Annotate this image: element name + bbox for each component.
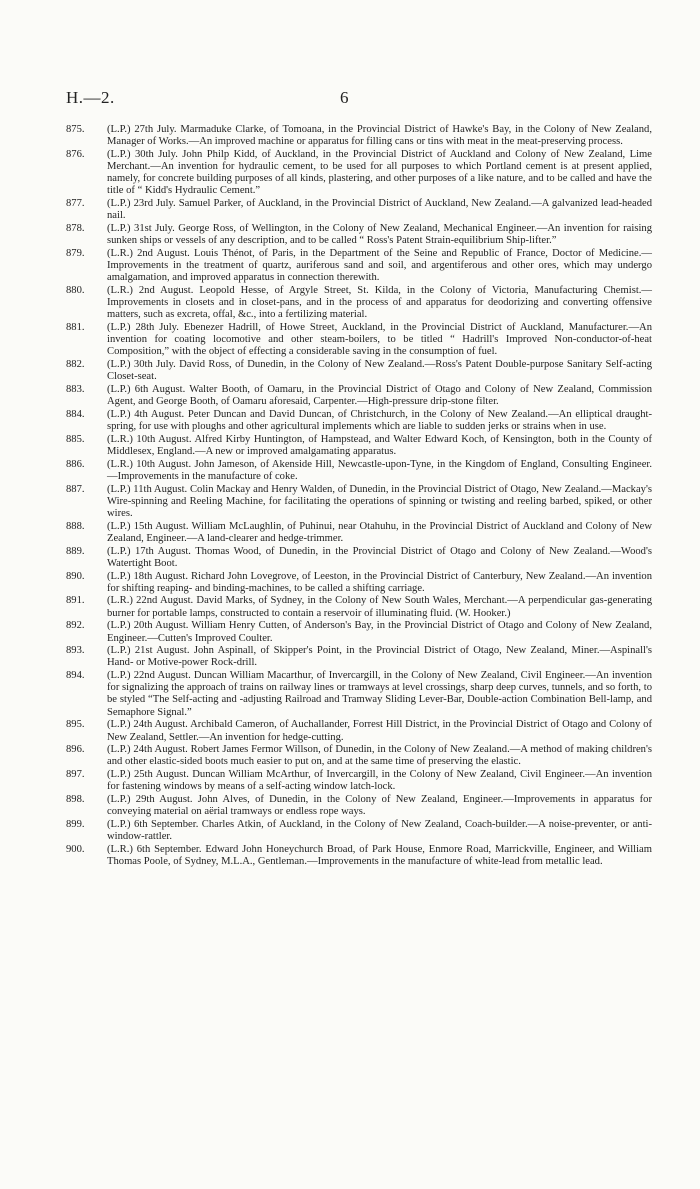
entry-number: 885. [66,433,85,445]
entry-text: (L.R.) 2nd August. Leopold Hesse, of Argyle Street, St. Kilda, in the Colony of Victoria, Manufacturing Chemist.—Improvements in closets and in closet-pans, and in the process of and apparatus for deodorizing and converting offensive matters, such as excreta, offal, &c., into a fertilizing material. [107,285,652,321]
entry-number: 878. [66,223,85,235]
entry-number: 892. [66,620,85,632]
entry-number: 900. [66,843,85,855]
entry-text: (L.P.) 22nd August. Duncan William Macarthur, of Invercargill, in the Colony of New Zealand, Civil Engineer.—An invention for signalizing the approach of trains on railway lines or tramways at level crossings, sharp deep curves, tunnels, and so forth, to be styled “The Self-acting and -adjusting Railroad and Tramway Sliding Lever-Bar, Double-action Combination Bell-lamp, and Semaphore Signal.” [107,670,652,718]
entry-text: (L.P.) 24th August. Archibald Cameron, of Auchallander, Forrest Hill District, in the Provincial District of Otago and Colony of New Zealand, Settler.—An invention for hedge-cutting. [107,719,652,743]
entry-number: 895. [66,719,85,731]
patent-entry [66,322,652,358]
entry-text: (L.P.) 28th July. Ebenezer Hadrill, of Howe Street, Auckland, in the Provincial District of Auckland, Manufacturer.—An invention for coating locomotive and other steam-boilers, to be titled “ Hadrill's Improved Non-conductor-of-heat Composition,” with the object of effecting a considerable saving in the consumption of fuel. [107,322,652,358]
entry-number: 888. [66,520,85,532]
entry-text: (L.P.) 15th August. William McLaughlin, of Puhinui, near Otahuhu, in the Provincial District of Auckland and Colony of New Zealand, Engineer.—A land-clearer and hedge-trimmer. [107,520,652,544]
patent-entry [66,459,652,483]
entry-number: 886. [66,458,85,470]
patent-entry [66,595,652,619]
entry-text: (L.P.) 18th August. Richard John Lovegrove, of Leeston, in the Provincial District of Canterbury, New Zealand.—An invention for shifting reaping- and binding-machines, to be called a shifting carriage. [107,570,652,594]
entry-text: (L.P.) 27th July. Marmaduke Clarke, of Tomoana, in the Provincial District of Hawke's Bay, in the Colony of New Zealand, Manager of Works.—An improved machine or apparatus for filling cans or tins with meat in the meat-preserving process. [107,124,652,148]
patent-entry [66,546,652,570]
entry-text: (L.R.) 2nd August. Louis Thénot, of Paris, in the Department of the Seine and Republic of France, Doctor of Medicine.—Improvements in the treatment of quartz, auriferous sand and soil, and argentiferous and other ores, which may undergo amalgamation, and improved apparatus in connection therewith. [107,247,652,284]
entry-text: (L.P.) 6th August. Walter Booth, of Oamaru, in the Provincial District of Otago and Colony of New Zealand, Commission Agent, and George Booth, of Oamaru aforesaid, Carpenter.—High-pressure drip-stone filter. [107,384,652,408]
entry-number: 880. [66,285,85,296]
patent-entry [66,149,652,198]
patent-entry [66,645,652,669]
patent-entry [66,285,652,321]
entry-text: (L.R.) 10th August. Alfred Kirby Huntington, of Hampstead, and Walter Edward Koch, of Kensington, both in the County of Middlesex, England.—A new or improved amalgamating apparatus. [107,433,652,457]
entry-text: (L.P.) 11th August. Colin Mackay and Henry Walden, of Dunedin, in the Provincial District of Otago, New Zealand.—Mackay's Wire-spinning and Reeling Machine, for facilitating the operations of spinning or twisting and reeling barbed, spiked, or other wires. [107,483,652,519]
page-header [66,88,646,110]
entry-text: (L.P.) 25th August. Duncan William McArthur, of Invercargill, in the Colony of New Zealand, Civil Engineer.—An invention for fastening windows by means of a self-acting window latch-lock. [107,769,652,793]
patent-entry [66,434,652,458]
entry-number: 891. [66,595,85,607]
patent-entry [66,571,652,595]
entry-number: 875. [66,124,85,135]
patent-entry [66,819,652,843]
patent-entry [66,769,652,793]
entry-text: (L.R.) 22nd August. David Marks, of Sydney, in the Colony of New South Wales, Merchant.—A perpendicular gas-generating burner for portable lamps, constructed to contain a reservoir of illuminating fluid. (W. Hooker.) [107,595,652,619]
entry-number: 893. [66,645,85,657]
entry-text: (L.R.) 10th August. John Jameson, of Akenside Hill, Newcastle-upon-Tyne, in the Kingdom of England, Consulting Engineer.—Improvements in the manufacture of coke. [107,458,652,482]
patent-entries-list [66,124,652,869]
patent-entry [66,124,652,148]
patent-entry [66,223,652,247]
page-number: 6 [340,88,349,107]
entry-number: 887. [66,483,85,495]
entry-text: (L.P.) 6th September. Charles Atkin, of Auckland, in the Colony of New Zealand, Coach-builder.—A noise-preventer, or anti-window-rattler. [107,819,652,843]
entry-number: 890. [66,570,85,582]
entry-text: (L.P.) 31st July. George Ross, of Wellington, in the Colony of New Zealand, Mechanical Engineer.—An invention for raising sunken ships or vessels of any description, and to be called “ Ross's Patent Strain-equilibrium Ship-lifter.” [107,223,652,247]
entry-text: (L.P.) 17th August. Thomas Wood, of Dunedin, in the Provincial District of Otago and Colony of New Zealand.—Wood's Watertight Boot. [107,545,652,569]
entry-number: 882. [66,359,85,371]
entry-number: 883. [66,384,85,396]
entry-number: 894. [66,670,85,682]
patent-entry [66,384,652,408]
patent-entry [66,844,652,868]
entry-text: (L.P.) 30th July. John Philp Kidd, of Auckland, in the Provincial District of Auckland and Colony of New Zealand, Lime Merchant.—An invention for hydraulic cement, to be used for all purposes to which Portland cement is at present applied, namely, for concrete building purposes of all kinds, plastering, and other purposes of a like nature, and to be called and have the title of “ Kidd's Hydraulic Cement.” [107,148,652,197]
patent-entry [66,248,652,284]
patent-entry [66,794,652,818]
patent-entry [66,670,652,719]
entry-text: (L.P.) 24th August. Robert James Fermor Willson, of Dunedin, in the Colony of New Zealand.—A method of making children's and other elastic-sided boots much easier to put on, and at the same time of preserving the elastic. [107,744,652,768]
entry-number: 889. [66,545,85,557]
entry-text: (L.P.) 29th August. John Alves, of Dunedin, in the Colony of New Zealand, Engineer.—Improvements in apparatus for conveying material on aërial tramways or endless rope ways. [107,794,652,818]
patent-entry [66,620,652,644]
entry-text: (L.P.) 20th August. William Henry Cutten, of Anderson's Bay, in the Provincial District of Otago and Colony of New Zealand, Engineer.—Cutten's Improved Coulter. [107,620,652,644]
entry-number: 884. [66,408,85,420]
patent-entry [66,521,652,545]
entry-number: 881. [66,322,85,334]
entry-number: 877. [66,198,85,210]
entry-number: 899. [66,819,85,830]
entry-text: (L.R.) 6th September. Edward John Honeychurch Broad, of Park House, Enmore Road, Marrickville, Engineer, and William Thomas Poole, of Sydney, M.L.A., Gentleman.—Improvements in the manufacture of white-lead from metallic lead. [107,843,652,868]
entry-number: 876. [66,148,85,160]
entry-text: (L.P.) 4th August. Peter Duncan and David Duncan, of Christchurch, in the Colony of New Zealand.—An elliptical draught-spring, for use with ploughs and other agricultural implements which are liable to sudden jerks or strains when in use. [107,408,652,433]
entry-text: (L.P.) 30th July. David Ross, of Dunedin, in the Colony of New Zealand.—Ross's Patent Double-purpose Sanitary Self-acting Closet-seat. [107,359,652,383]
entry-text: (L.P.) 23rd July. Samuel Parker, of Auckland, in the Provincial District of Auckland, New Zealand.—A galvanized lead-headed nail. [107,198,652,222]
entry-text: (L.P.) 21st August. John Aspinall, of Skipper's Point, in the Provincial District of Otago, New Zealand, Miner.—Aspinall's Hand- or Motive-power Rock-drill. [107,645,652,669]
patent-entry [66,484,652,520]
entry-number: 898. [66,794,85,806]
entry-number: 897. [66,769,85,781]
patent-entry [66,198,652,222]
patent-entry [66,359,652,383]
patent-entry [66,744,652,768]
document-reference: H.—2. [66,88,115,107]
patent-entry [66,719,652,743]
entry-number: 896. [66,744,85,756]
patent-entry [66,409,652,433]
entry-number: 879. [66,247,85,259]
